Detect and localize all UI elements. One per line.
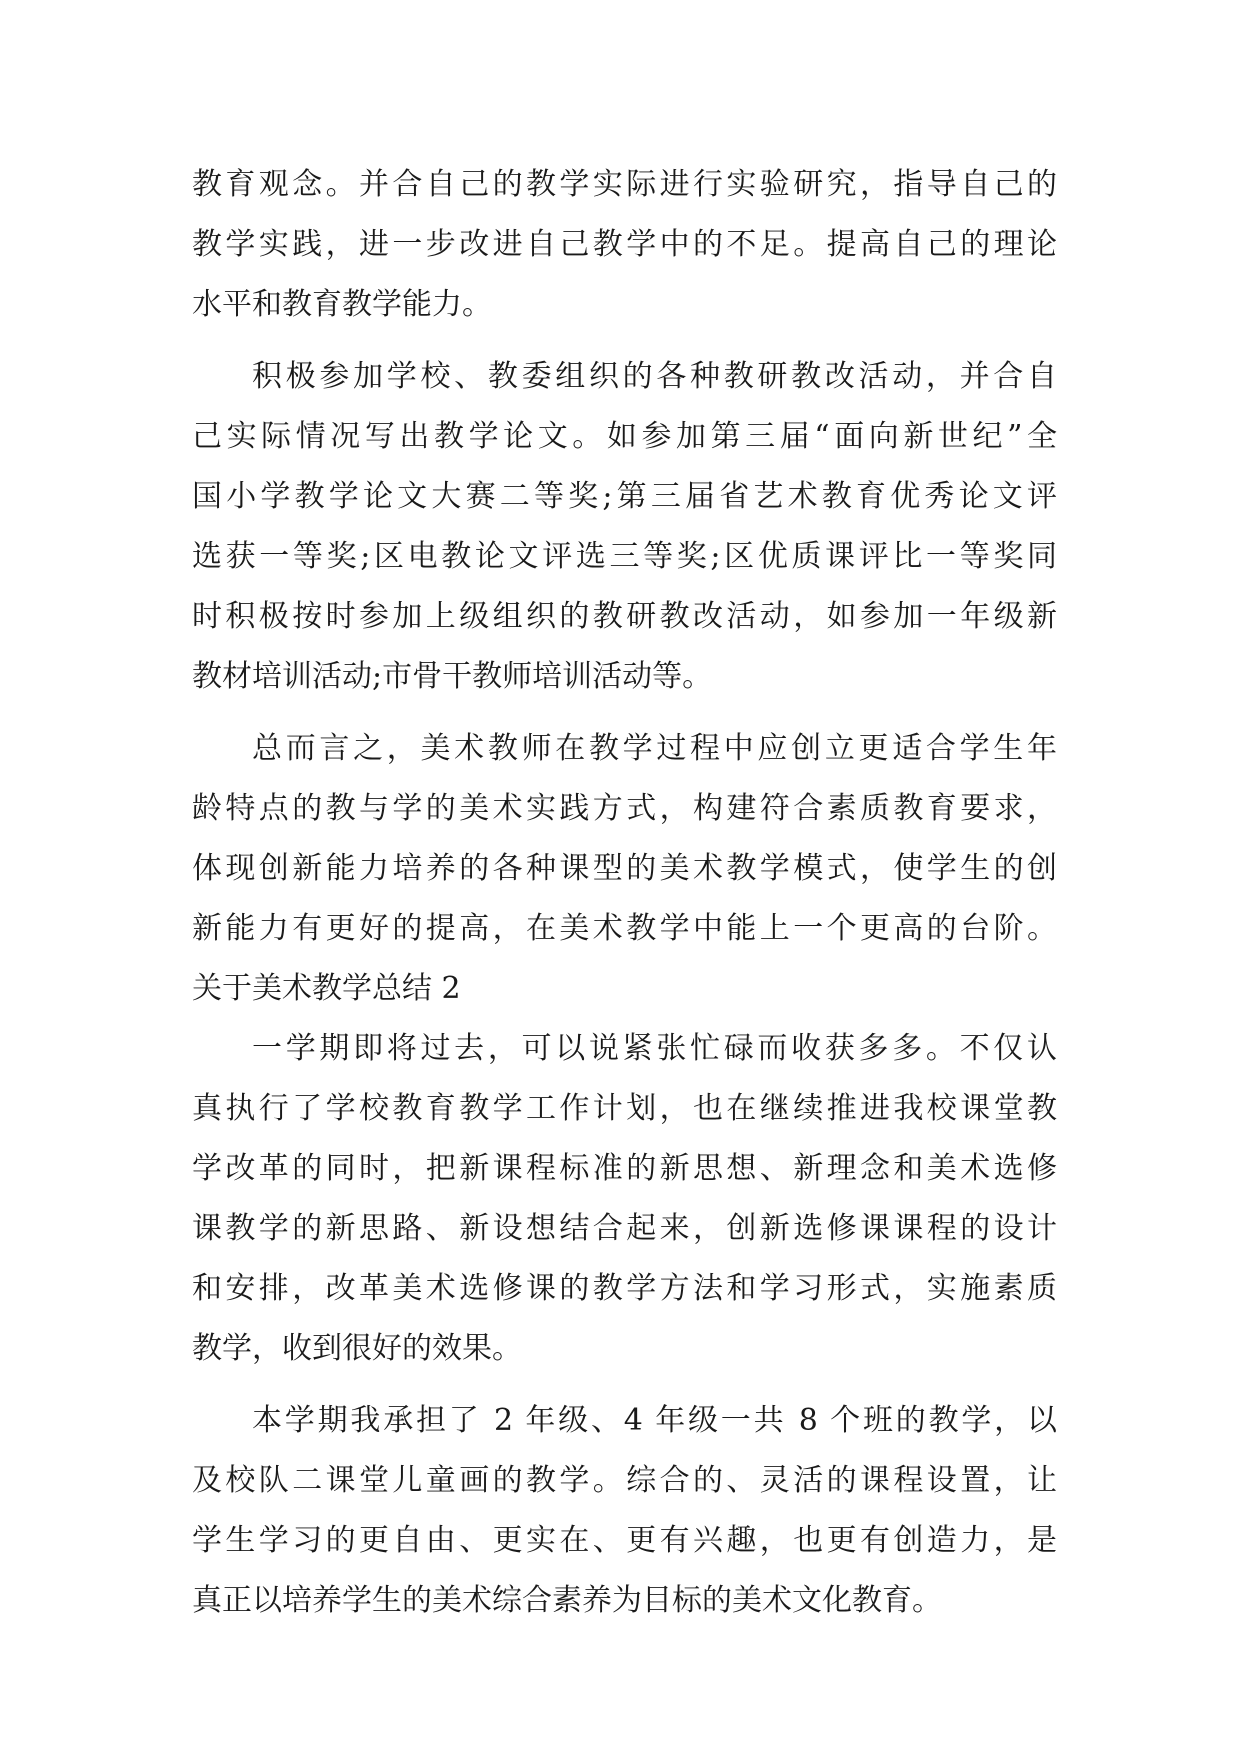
text-line: 真正以培养学生的美术综合素养为目标的美术文化教育。 xyxy=(192,1583,942,1618)
text-line: 体现创新能力培养的各种课型的美术教学模式，使学生的创 xyxy=(192,851,1057,886)
document-page xyxy=(192,155,1057,1631)
text-line: 总而言之，美术教师在教学过程中应创立更适合学生年 xyxy=(252,731,1057,766)
text-line: 水平和教育教学能力。 xyxy=(192,287,492,322)
text-line: 积极参加学校、教委组织的各种教研教改活动，并合自 xyxy=(252,359,1057,394)
text-line: 真执行了学校教育教学工作计划，也在继续推进我校课堂教 xyxy=(192,1091,1057,1126)
text-line: 教材培训活动;市骨干教师培训活动等。 xyxy=(192,659,713,694)
section-heading: 关于美术教学总结 2 xyxy=(192,971,461,1006)
text-line: 及校队二课堂儿童画的教学。综合的、灵活的课程设置，让 xyxy=(192,1463,1057,1498)
text-line: 课教学的新思路、新设想结合起来，创新选修课课程的设计 xyxy=(192,1211,1057,1246)
text-line: 本学期我承担了 2 年级、4 年级一共 8 个班的教学，以 xyxy=(252,1403,1057,1438)
text-line: 学生学习的更自由、更实在、更有兴趣，也更有创造力，是 xyxy=(192,1523,1057,1558)
text-line: 选获一等奖;区电教论文评选三等奖;区优质课评比一等奖同 xyxy=(192,539,1057,574)
text-line: 和安排，改革美术选修课的教学方法和学习形式，实施素质 xyxy=(192,1271,1057,1306)
text-line: 国小学教学论文大赛二等奖;第三届省艺术教育优秀论文评 xyxy=(192,479,1057,514)
text-line: 教育观念。并合自己的教学实际进行实验研究，指导自己的 xyxy=(192,167,1057,202)
text-line: 教学实践，进一步改进自己教学中的不足。提高自己的理论 xyxy=(192,227,1057,262)
text-line: 新能力有更好的提高，在美术教学中能上一个更高的台阶。 xyxy=(192,911,1057,946)
text-line: 时积极按时参加上级组织的教研教改活动，如参加一年级新 xyxy=(192,599,1057,634)
text-line: 学改革的同时，把新课程标准的新思想、新理念和美术选修 xyxy=(192,1151,1057,1186)
text-line: 龄特点的教与学的美术实践方式，构建符合素质教育要求， xyxy=(192,791,1057,826)
text-line: 教学，收到很好的效果。 xyxy=(192,1331,522,1366)
text-line: 己实际情况写出教学论文。如参加第三届“面向新世纪”全 xyxy=(192,419,1057,454)
text-line: 一学期即将过去，可以说紧张忙碌而收获多多。不仅认 xyxy=(252,1031,1057,1066)
